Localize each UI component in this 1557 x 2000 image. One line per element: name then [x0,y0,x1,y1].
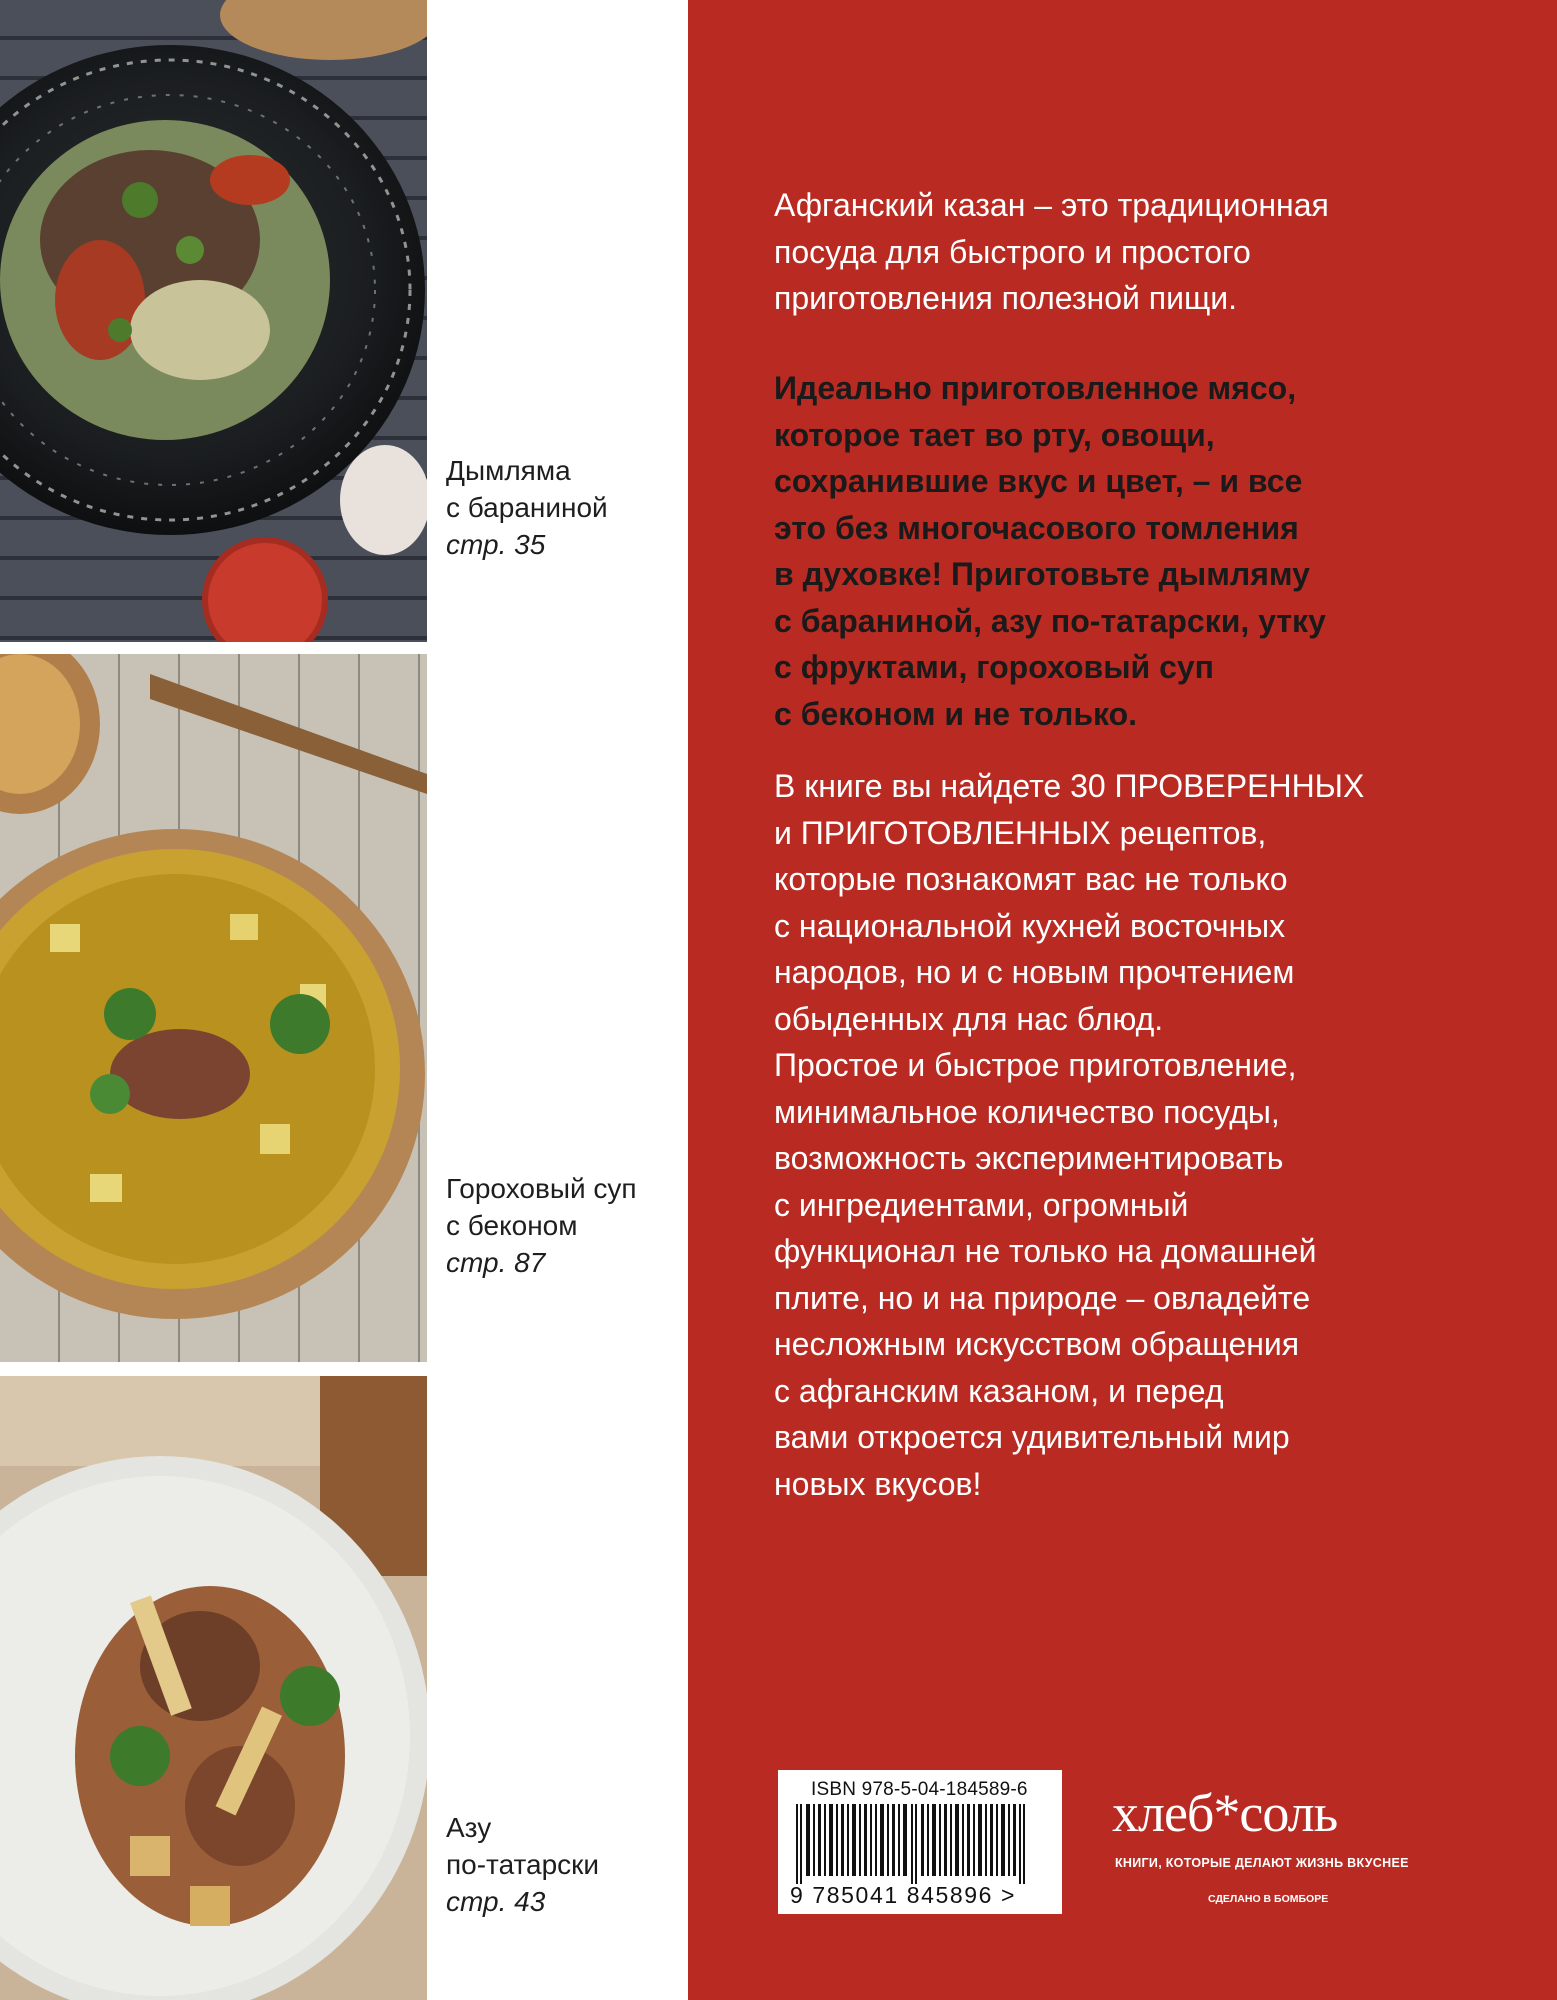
logo-text: хлеб*соль [1112,1783,1338,1843]
publisher-tagline: КНИГИ, КОТОРЫЕ ДЕЛАЮТ ЖИЗНЬ ВКУСНЕЕ [1115,1856,1409,1870]
caption-dymlyama [446,452,681,563]
caption-title-line1: Азу [446,1812,492,1843]
barcode-bars [790,1804,1050,1884]
body-paragraph [774,763,1514,1507]
caption-page-ref: стр. 35 [446,529,546,560]
intro-text: Афганский казан – это традиционная посуда для быстрого и простого приготовления полезной пищи. [774,187,1329,316]
barcode [778,1770,1062,1914]
publisher-logo [1112,1782,1442,1852]
barcode-digits: 9 785041 845896 > [790,1882,1017,1908]
made-in-label: СДЕЛАНО В БОМБОРЕ [1208,1893,1329,1905]
caption-pea-soup [446,1170,681,1281]
intro-paragraph [774,182,1514,322]
caption-azu [446,1809,681,1920]
caption-page-ref: стр. 43 [446,1886,546,1917]
isbn-label: ISBN 978-5-04-184589-6 [811,1779,1028,1800]
caption-title-line1: Гороховый суп [446,1173,637,1204]
azu-photo [0,1376,427,2000]
caption-title-line1: Дымляма [446,455,571,486]
highlight-paragraph [774,365,1514,737]
caption-title-line2: по-татарски [446,1849,600,1880]
body-text: В книге вы найдете 30 ПРОВЕРЕННЫХ и ПРИГОТОВЛЕННЫХ рецептов, которые познакомят вас не только с национальной кухней восточных народов, но и с новым прочтением обыденных для нас блюд. Простое и быстрое приготовление, минимальное количество посуды, возможность экспериментировать с ингредиентами, огромный функционал не только на домашней плите, но и на природе – овладейте несложным искусством обращения с афганским казаном, и перед вами откроется удивительный мир новых вкусов! [774,768,1365,1502]
caption-title-line2: с беконом [446,1210,578,1241]
highlight-text: Идеально приготовленное мясо, которое тает во рту, овощи, сохранившие вкус и цвет, – и все это без многочасового томления в духовке! Приготовьте дымляму с бараниной, азу по-татарски, утку с фруктами, гороховый суп с беконом и не только. [774,370,1326,732]
pea-soup-photo [0,654,427,1362]
caption-title-line2: с бараниной [446,492,608,523]
caption-page-ref: стр. 87 [446,1247,546,1278]
dymlyama-photo [0,0,427,642]
